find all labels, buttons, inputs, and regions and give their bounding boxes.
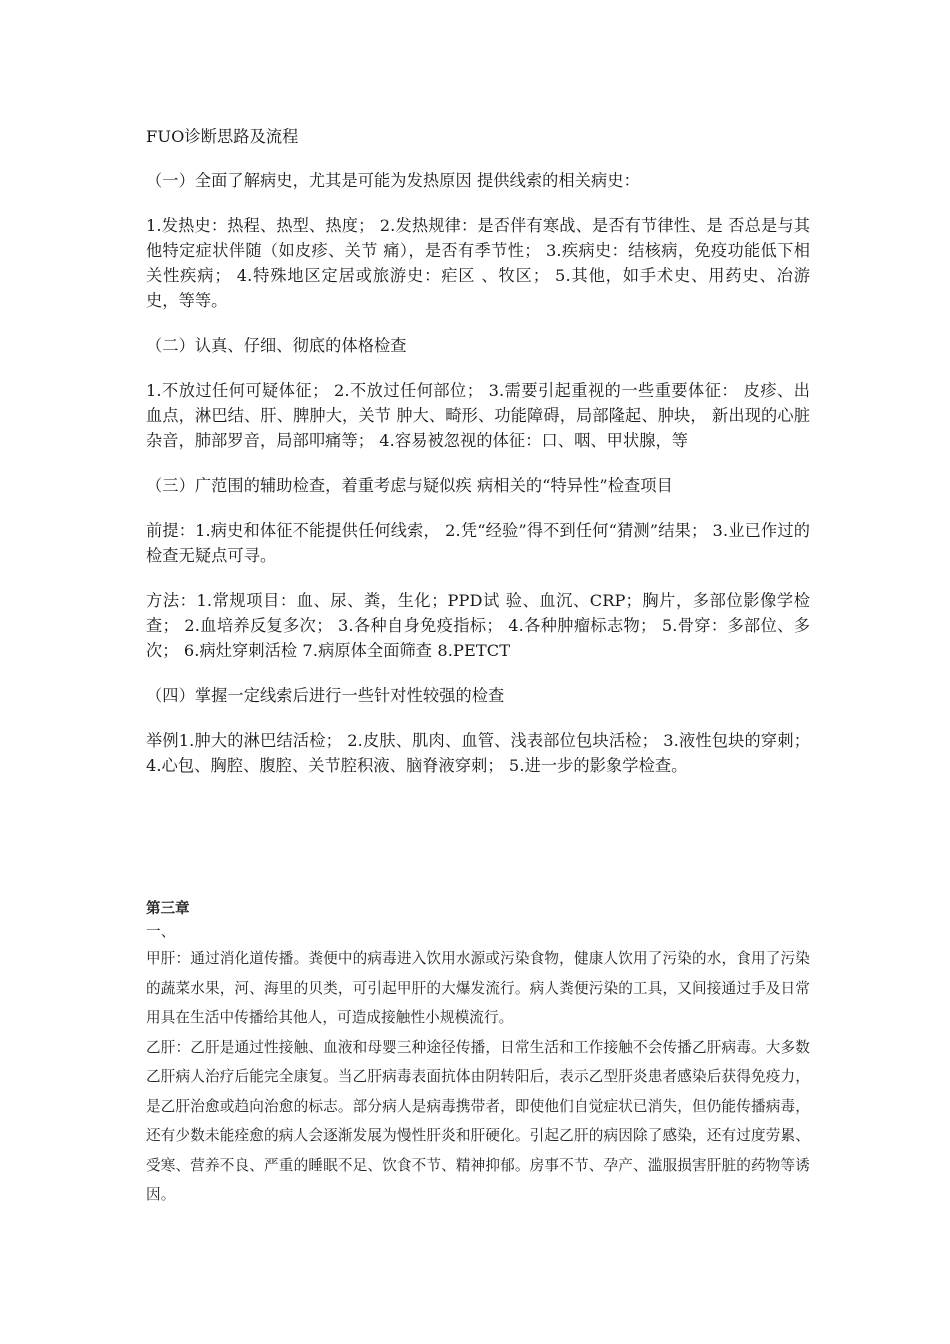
- section-1-body: 1.发热史：热程、热型、热度； 2.发热规律：是否伴有寒战、是否有节律性、是 否总是与其他特定症状伴随（如皮疹、关节 痛），是否有季节性； 3.疾病史：结核病，免疫功能低下相关性疾病； 4.特殊地区定居或旅游史：疟区 、牧区； 5.其他，如手术史、用药史、冶游史，等等。: [146, 216, 810, 310]
- section-4-heading: （四）掌握一定线索后进行一些针对性较强的检查: [146, 686, 505, 705]
- fuo-section: [146, 124, 810, 798]
- section-3-premise: 前提：1.病史和体征不能提供任何线索， 2.凭“经验”得不到任何“猜测”结果； 3.业已作过的检查无疑点可寻。: [146, 521, 810, 565]
- section-3-method: 方法：1.常规项目：血、尿、粪，生化；PPD试 验、血沉、CRP；胸片，多部位影像学检查； 2.血培养反复多次； 3.各种自身免疫指标； 4.各种肿瘤标志物； 5.骨穿：多部位、多次； 6.病灶穿刺活检 7.病原体全面筛查 8.PETCT: [146, 591, 810, 660]
- section-2-body: 1.不放过任何可疑体征； 2.不放过任何部位； 3.需要引起重视的一些重要体征： 皮疹、出血点，淋巴结、肝、脾肿大，关节 肿大、畸形、功能障碍，局部隆起、肿块， 新出现的心脏杂音，肺部罗音，局部叩痛等； 4.容易被忽视的体征：口、咽、甲状腺，等: [146, 381, 810, 450]
- chapter-title: 第三章: [146, 901, 190, 917]
- section-3-heading: （三）广范围的辅助检查，着重考虑与疑似疾 病相关的“特异性”检查项目: [146, 476, 673, 495]
- hepatitis-b-paragraph: 乙肝：乙肝是通过性接触、血液和母婴三种途径传播，日常生活和工作接触不会传播乙肝病毒。大多数乙肝病人治疗后能完全康复。当乙肝病毒表面抗体由阴转阳后，表示乙型肝炎患者感染后获得免疫力，是乙肝治愈或趋向治愈的标志。部分病人是病毒携带者，即使他们自觉症状已消失，但仍能传播病毒，还有少数未能痊愈的病人会逐渐发展为慢性肝炎和肝硬化。引起乙肝的病因除了感染，还有过度劳累、受寒、营养不良、严重的睡眠不足、饮食不节、精神抑郁。房事不节、孕产、滥服损害肝脏的药物等诱因。: [146, 1038, 810, 1203]
- hepatitis-a-paragraph: 甲肝：通过消化道传播。粪便中的病毒进入饮用水源或污染食物，健康人饮用了污染的水，食用了污染的蔬菜水果，河、海里的贝类，可引起甲肝的大爆发流行。病人粪便污染的工具，又间接通过手及日常用具在生活中传播给其他人，可造成接触性小规模流行。: [146, 950, 810, 1026]
- chapter-three: [146, 898, 810, 1210]
- section-4-body: 举例1.肿大的淋巴结活检； 2.皮肤、肌肉、血管、浅表部位包块活检； 3.液性包块的穿刺； 4.心包、胸腔、腹腔、关节腔积液、脑脊液穿刺； 5.进一步的影象学检查。: [146, 731, 810, 775]
- chapter-number: 一、: [146, 923, 176, 940]
- section-2-heading: （二）认真、仔细、彻底的体格检查: [146, 336, 407, 355]
- section-1-heading: （一）全面了解病史，尤其是可能为发热原因 提供线索的相关病史：: [146, 171, 640, 190]
- doc-title: FUO诊断思路及流程: [146, 127, 299, 146]
